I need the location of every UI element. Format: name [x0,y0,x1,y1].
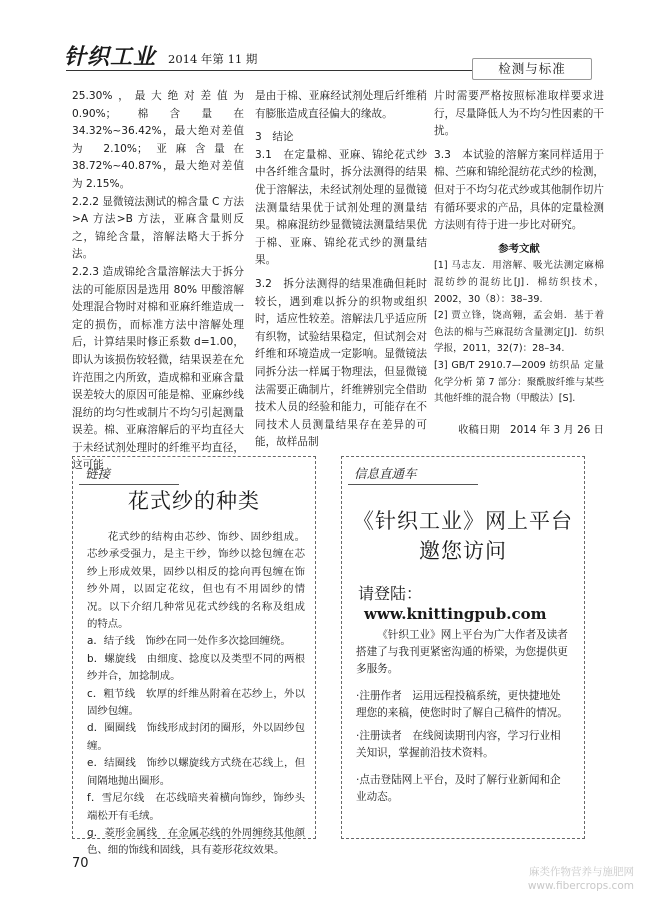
page-header [0,0,658,80]
platform-title: 《针织工业》网上平台 [353,509,573,533]
watermark-url: www.fibercrops.com [527,880,634,892]
paragraph: 2.2.3 造成锦纶含量溶解法大于拆分法的可能原因是选用 80% 甲酸溶解处理混合物时对棉和亚麻纤维造成一定的损伤，而标准方法中溶解处理后，计算结果时修正系数 d=1.00，即认为该损伤较轻微，结果误差在允许范围之内所致，造成棉和亚麻含量误差较大的原因可能是棉、亚麻纱线混纺的均匀性或制片不均匀引起测量误差。棉、亚麻溶解后的平均直径大于未经试剂处理时的纤维平均直径，这可能 [72,265,244,472]
list-item: d．圈圈线 饰线形成封闭的圈形，外以固纱包缠。 [87,722,305,752]
watermark [528,865,634,893]
list-item: b．螺旋线 由细度、捻度以及类型不同的两根纱并合，加捻制成。 [87,652,305,683]
received-date: 收稿日期 2014 年 3 月 26 日 [458,423,604,436]
box-intro: 花式纱的结构由芯纱、饰纱、固纱组成。芯纱承受强力，是主干纱，饰纱以捻包缠在芯纱上形成效果，固纱以相反的捻向再包缠在饰纱外周，以固定花纹，但也有不用固纱的情况。以下介绍几种常见花式纱线的名称及组成的特点。 [87,531,305,631]
platform-description [356,627,570,816]
paragraph: 3.1 在定量棉、亚麻、锦纶花式纱中各纤维含量时，拆分法测得的结果优于溶解法，未经试剂处理的显微镜法测量结果优于试剂处理的测量结果。棉麻混纺纱显微镜法测量结果优于棉、亚麻、锦纶花式纱的测量结果。 [255,148,427,267]
paragraph: ·注册读者 在线阅读期刊内容，学习行业相关知识，掌握前沿技术资料。 [356,730,561,759]
paragraph: 片时需要严格按照标准取样要求进行，尽量降低人为不均匀性因素的干扰。 [434,90,604,138]
text-column-1 [72,88,244,475]
box-body [87,529,305,860]
paragraph: 25.30%，最大绝对差值为 0.90%；棉含量在 34.32%~36.42%，最大绝对差值为 2.10%；亚麻含量在 38.72%~40.87%，最大绝对差值为 2.15%。 [72,90,244,190]
references-list [434,258,604,407]
reference-item: [3] GB/T 2910.7—2009 纺织品 定量化学分析 第 7 部分：聚酰胺纤维与某些其他纤维的混合物（甲酸法）[S]. [434,359,604,405]
website-link[interactable]: www.knittingpub.com [364,605,547,623]
link-box [72,456,316,857]
paragraph: 3.3 本试验的溶解方案同样适用于棉、苎麻和锦纶混纺花式纱的检测，但对于不均匀花式纱或其他制作切片有循环要求的产品，具体的定量检测方法则有待于进一步比对研究。 [434,148,604,232]
list-item: f．雪尼尔线 在芯线暗夹着横向饰纱，饰纱头端松开有毛绒。 [87,792,305,822]
references-title: 参考文献 [498,242,540,255]
list-item: a．结子线 饰纱在同一处作多次捻回缠绕。 [87,635,291,648]
paragraph: 3.2 拆分法测得的结果准确但耗时较长，遇到难以拆分的织物或组织时，适应性较差。溶解法几乎适应所有织物，试验结果稳定，但试剂会对纤维和环境造成一定影响。显微镜法同拆分法一样属于物理法，但显微镜法需要正确制片，纤维辨别完全借助技术人员的经验和能力，可能存在不同技术人员测量结果存在差异的可能，故样品制 [255,277,427,449]
section-tag: 检测与标准 [472,58,592,80]
journal-logo: 针织工业 [64,44,157,70]
watermark-line: 麻类作物营养与施肥网 [529,866,634,878]
issue-number: 2014 年第 11 期 [168,52,258,66]
box-tab-label: 信息直通车 [348,463,478,485]
info-box [341,456,585,839]
paragraph: ·注册作者 运用远程投稿系统，更快捷地处理您的来稿，使您时时了解自己稿件的情况。 [356,690,568,719]
reference-item: [2] 贾立锋，饶高翱，孟会娟．基于着色法的棉与苎麻混纺含量测定[J]．纺织学报，2011，32(7)：28–34. [434,310,604,355]
visit-label: 请登陆： [358,584,423,603]
list-item: e．结圈线 饰纱以螺旋线方式绕在芯线上，但间隔地抛出圈形。 [87,757,305,787]
paragraph: ·点击登陆网上平台，及时了解行业新闻和企业动态。 [356,774,561,803]
text-column-3 [434,88,604,439]
platform-subtitle: 邀您访问 [419,539,507,563]
paragraph: 2.2.2 显微镜法测试的棉含量 C 方法>A 方法>B 方法，亚麻含量则反之，锦纶含量，溶解法略大于拆分法。 [72,195,244,261]
section-heading: 3 结论 [255,131,294,144]
text-column-2 [255,88,427,452]
reference-item: [1] 马志友．用溶解、吸光法测定麻棉混纺纱的混纺比[J]．棉纺织技术，2002，30（8）：38–39. [434,260,604,305]
box-tab-label: 链接 [79,463,179,485]
paragraph: 是由于棉、亚麻经试剂处理后纤维稍有膨胀造成直径偏大的缘故。 [255,90,427,120]
list-item: c．粗节线 软厚的纤维丛附着在芯纱上，外以固纱包缠。 [87,687,305,718]
visit-line [358,581,584,623]
page-number: 70 [72,856,89,871]
paragraph: 《针织工业》网上平台为广大作者及读者搭建了与我刊更紧密沟通的桥梁，为您提供更多服务。 [356,629,568,675]
box-title: 花式纱的种类 [128,489,260,513]
list-item: g．菱形金属线 在金属芯线的外周缠绕其他颜色、细的饰线和固线，具有菱形花纹效果。 [87,826,305,857]
